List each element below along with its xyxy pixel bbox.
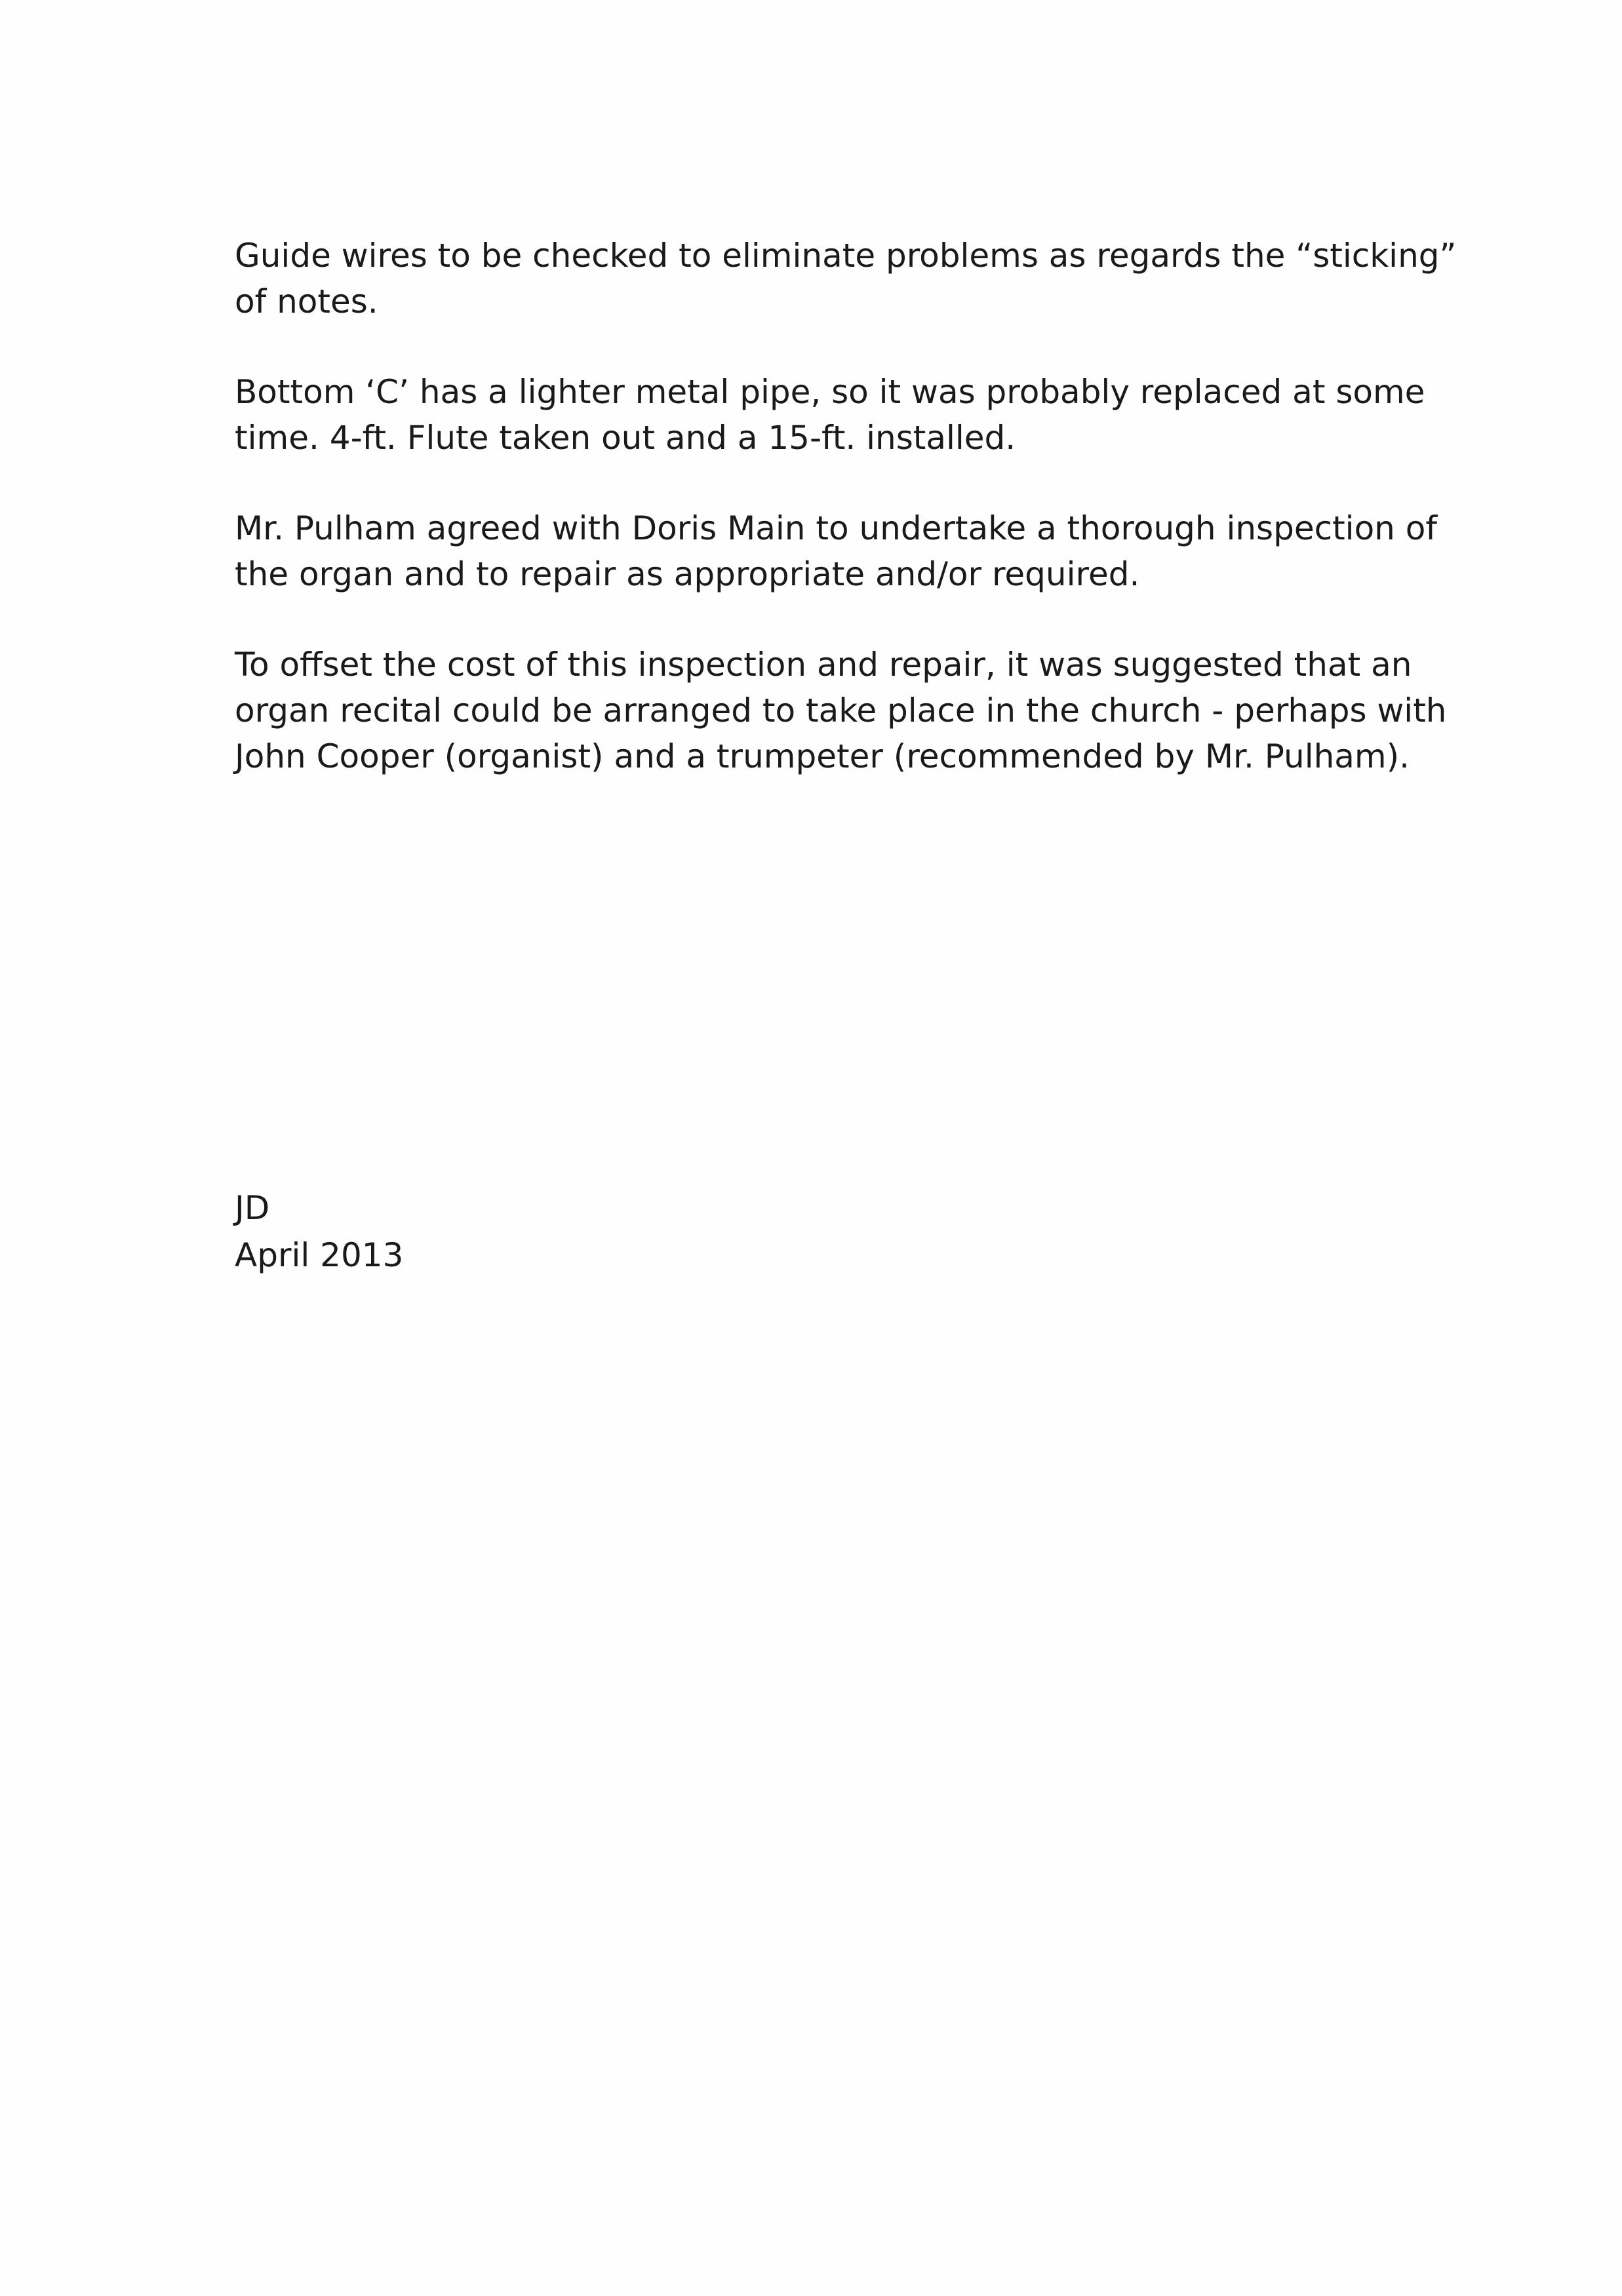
paragraph-line: John Cooper (organist) and a trumpeter (recommended by Mr. Pulham).: [235, 737, 1410, 775]
author-initials: JD: [235, 1189, 270, 1227]
paragraph-line: time. 4-ft. Flute taken out and a 15-ft. installed.: [235, 419, 1016, 457]
paragraph-line: To offset the cost of this inspection and repair, it was suggested that an: [235, 646, 1412, 684]
paragraph-bottom-c: [235, 369, 1425, 461]
document-body: [235, 233, 1457, 824]
paragraph-inspection-agreement: [235, 505, 1437, 597]
paragraph-line: Guide wires to be checked to eliminate problems as regards the “sticking”: [235, 237, 1457, 275]
paragraph-line: Bottom ‘C’ has a lighter metal pipe, so it was probably replaced at some: [235, 373, 1425, 411]
paragraph-guide-wires: [235, 233, 1457, 324]
paragraph-line: Mr. Pulham agreed with Doris Main to undertake a thorough inspection of: [235, 509, 1437, 547]
document-date: April 2013: [235, 1236, 404, 1274]
paragraph-line: of notes.: [235, 282, 378, 321]
paragraph-line: organ recital could be arranged to take place in the church - perhaps with: [235, 691, 1447, 730]
paragraph-organ-recital: [235, 642, 1447, 779]
paragraph-line: the organ and to repair as appropriate and/or required.: [235, 555, 1140, 593]
signature-block: [235, 1184, 403, 1279]
